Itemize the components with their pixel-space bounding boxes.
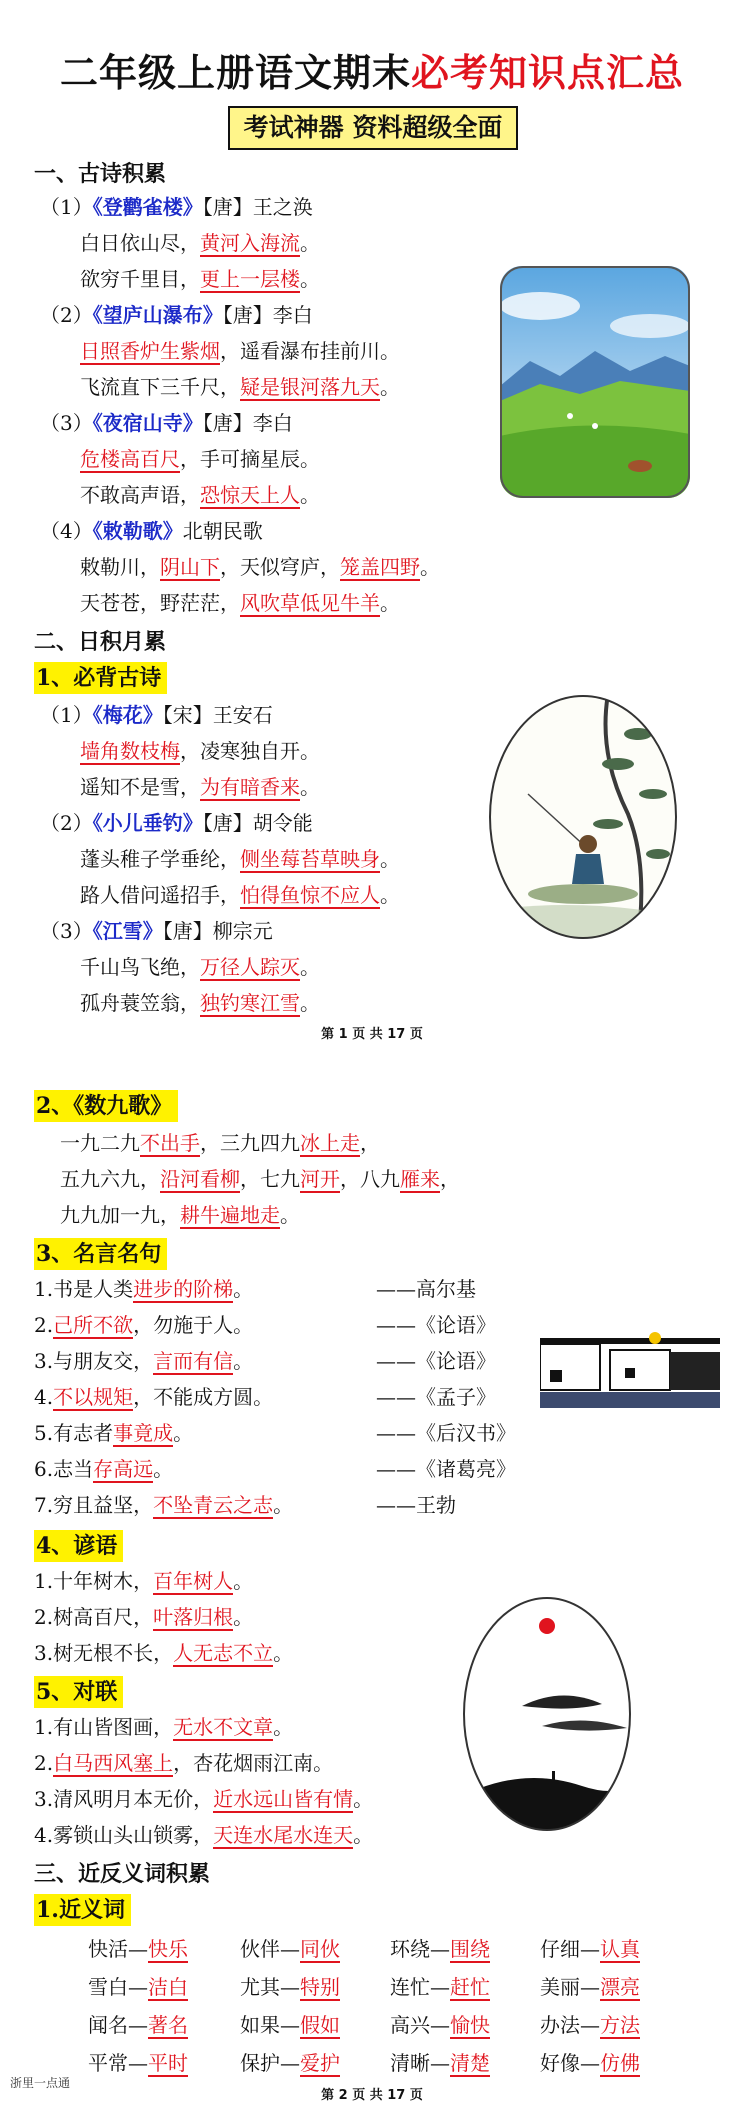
poem-title-line: （2）《小儿垂钓》【唐】胡令能 [40,811,313,835]
synonym-pair: 好像—仿佛 [540,2051,640,2075]
synonym-pair: 高兴—愉快 [390,2013,490,2037]
poem-line: 日照香炉生紫烟，遥看瀑布挂前川。 [80,339,400,363]
poem-line: 敕勒川，阴山下，天似穹庐，笼盖四野。 [80,555,440,579]
page-number: 第 1 页 共 17 页 [321,1027,423,1042]
watermark: 浙里一点通 [10,2076,71,2090]
proverb-line: 2.树高百尺，叶落归根。 [34,1605,254,1629]
synonym-pair: 快活—快乐 [88,1937,188,1961]
page-title: 二年级上册语文期末必考知识点汇总 [59,51,685,95]
quote-source: ——高尔基 [376,1277,476,1301]
poem-line: 墙角数枝梅，凌寒独自开。 [80,739,320,763]
quote-source: ——《论语》 [376,1349,496,1373]
section-heading-synonyms-antonyms: 三、近反义词积累 [34,1861,211,1887]
shujiu-line: 九九加一九，耕牛遍地走。 [60,1203,300,1227]
quote-source: ——《后汉书》 [376,1421,516,1445]
synonym-pair: 雪白—洁白 [88,1975,188,1999]
synonym-pair: 伙伴—同伙 [240,1937,340,1961]
poem-line: 飞流直下三千尺，疑是银河落九天。 [80,375,400,399]
quote-line: 6.志当存高远。 [34,1457,174,1481]
synonym-pair: 保护—爱护 [240,2051,340,2075]
quote-source: ——《孟子》 [376,1385,496,1409]
poem-title-line: （3）《夜宿山寺》【唐】李白 [40,411,293,435]
quote-line: 2.己所不欲，勿施于人。 [34,1313,254,1337]
poem-line: 路人借问遥招手，怕得鱼惊不应人。 [80,883,400,907]
synonym-pair: 如果—假如 [240,2013,340,2037]
poem-line: 不敢高声语，恐惊天上人。 [80,483,320,507]
section-heading-daily-accumulation: 二、日积月累 [34,629,167,655]
section-heading-ancient-poems: 一、古诗积累 [34,161,167,187]
poem-title-line: （1）《梅花》【宋】王安石 [40,703,273,727]
poem-line: 天苍苍，野茫茫，风吹草低见牛羊。 [80,591,400,615]
couplet-line: 2.白马西风塞上，杏花烟雨江南。 [34,1751,334,1775]
subsection-heading-shujiu: 2、《数九歌》 [34,1090,178,1122]
synonym-pair: 尤其—特别 [240,1975,340,1999]
landscape-illustration [500,266,690,498]
quote-source: ——王勃 [376,1493,456,1517]
quote-line: 3.与朋友交，言而有信。 [34,1349,254,1373]
poem-line: 危楼高百尺，手可摘星辰。 [80,447,320,471]
poem-title-line: （3）《江雪》【唐】柳宗元 [40,919,273,943]
synonym-pair: 环绕—围绕 [390,1937,490,1961]
synonym-pair: 清晰—清楚 [390,2051,490,2075]
shujiu-line: 一九二九不出手，三九四九冰上走， [60,1131,380,1155]
couplet-line: 4.雾锁山头山锁雾，天连水尾水连天。 [34,1823,374,1847]
poem-title-line: （1）《登鹳雀楼》【唐】王之涣 [40,195,313,219]
poem-line: 蓬头稚子学垂纶，侧坐莓苔草映身。 [80,847,400,871]
poem-line: 欲穷千里目，更上一层楼。 [80,267,320,291]
synonym-pair: 仔细—认真 [540,1937,640,1961]
synonym-pair: 美丽—漂亮 [540,1975,640,1999]
subtitle-banner: 考试神器 资料超级全面 [228,106,518,150]
couplet-line: 1.有山皆图画，无水不文章。 [34,1715,294,1739]
proverb-line: 1.十年树木，百年树人。 [34,1569,254,1593]
quote-line: 7.穷且益坚，不坠青云之志。 [34,1493,294,1517]
quote-line: 1.书是人类进步的阶梯。 [34,1277,254,1301]
fishing-boy-illustration [488,694,678,940]
couplet-line: 3.清风明月本无价，近水远山皆有情。 [34,1787,374,1811]
synonym-pair: 办法—方法 [540,2013,640,2037]
ink-moon-illustration [462,1596,632,1832]
page-number: 第 2 页 共 17 页 [321,2088,423,2103]
shujiu-line: 五九六九，沿河看柳，七九河开，八九雁来， [60,1167,460,1191]
quote-line: 5.有志者事竟成。 [34,1421,194,1445]
synonym-pair: 连忙—赶忙 [390,1975,490,1999]
poem-line: 遥知不是雪，为有暗香来。 [80,775,320,799]
subsection-heading-quotes: 3、名言名句 [34,1238,167,1270]
poem-line: 白日依山尽，黄河入海流。 [80,231,320,255]
poem-line: 孤舟蓑笠翁，独钓寒江雪。 [80,991,320,1015]
poem-line: 千山鸟飞绝，万径人踪灭。 [80,955,320,979]
subsection-heading-synonyms: 1.近义词 [34,1894,131,1926]
proverb-line: 3.树无根不长，人无志不立。 [34,1641,294,1665]
subsection-heading-proverbs: 4、谚语 [34,1530,123,1562]
quote-line: 4.不以规矩，不能成方圆。 [34,1385,274,1409]
quote-source: ——《诸葛亮》 [376,1457,516,1481]
ink-village-illustration [540,1330,720,1410]
quote-source: ——《论语》 [376,1313,496,1337]
subsection-heading-poems: 1、必背古诗 [34,662,167,694]
synonym-pair: 平常—平时 [88,2051,188,2075]
poem-title-line: （2）《望庐山瀑布》【唐】李白 [40,303,313,327]
synonym-pair: 闻名—著名 [88,2013,188,2037]
subsection-heading-couplets: 5、对联 [34,1676,123,1708]
poem-title-line: （4）《敕勒歌》北朝民歌 [40,519,263,543]
